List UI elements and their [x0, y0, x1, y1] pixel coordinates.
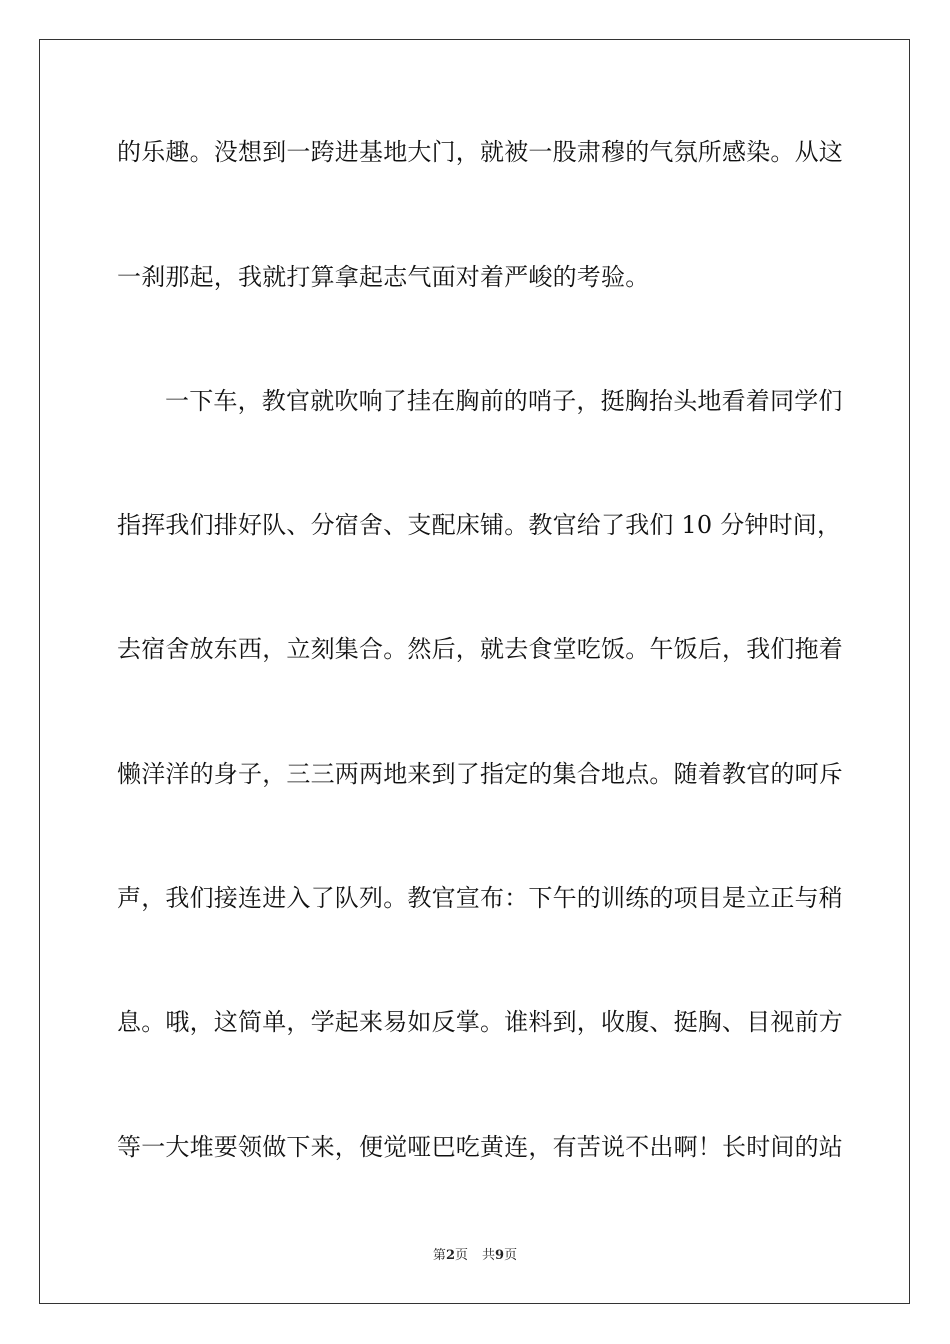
page-suffix: 页: [454, 1248, 468, 1263]
text-line-8: 息。哦，这简单，学起来易如反掌。谁料到，收腹、挺胸、目视前方: [117, 1008, 843, 1036]
page-border: [39, 39, 910, 1304]
page-prefix: 第: [432, 1248, 446, 1263]
text-line-4: 指挥我们排好队、分宿舍、支配床铺。教官给了我们 10 分钟时间，: [117, 511, 842, 539]
text-line-1: 的乐趣。没想到一跨进基地大门，就被一股肃穆的气氛所感染。从这: [117, 138, 843, 166]
text-line-5: 去宿舍放东西，立刻集合。然后，就去食堂吃饭。午饭后，我们拖着: [117, 635, 843, 663]
page-current-number: 2: [445, 1248, 455, 1263]
text-line-9: 等一大堆要领做下来，便觉哑巴吃黄连，有苦说不出啊！长时间的站: [117, 1133, 843, 1161]
total-prefix: 共: [482, 1248, 496, 1263]
text-line-3: 一下车，教官就吹响了挂在胸前的哨子，挺胸抬头地看着同学们: [165, 387, 843, 415]
text-line-6: 懒洋洋的身子，三三两两地来到了指定的集合地点。随着教官的呵斥: [117, 760, 843, 788]
text-line-7: 声，我们接连进入了队列。教官宣布：下午的训练的项目是立正与稍: [117, 884, 843, 912]
page-footer: [0, 1247, 950, 1265]
text-line-2: 一刹那起，我就打算拿起志气面对着严峻的考验。: [117, 263, 650, 291]
total-suffix: 页: [504, 1248, 518, 1263]
page-total-number: 9: [495, 1248, 505, 1263]
